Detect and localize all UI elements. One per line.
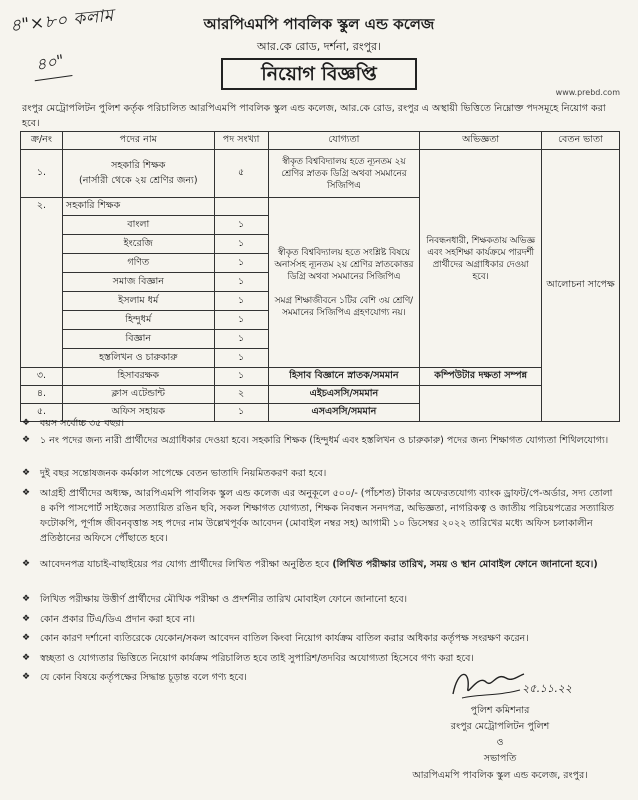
subject-name: হস্তলিখন ও চারুকারু xyxy=(62,349,214,368)
condition-item: ❖ যে কোন বিষয়ে কর্তৃপক্ষের সিদ্ধান্ত চূড়ান্ত বলে গণ্য হবে। xyxy=(22,672,247,683)
subject-count: ১ xyxy=(214,349,268,368)
subject-count: ১ xyxy=(214,235,268,254)
institution-address: আর.কে রোড, দর্শনা, রংপুর। xyxy=(256,40,382,53)
header-experience: অভিজ্ঞতা xyxy=(420,132,542,150)
row3-count: ১ xyxy=(214,368,268,386)
bullet-icon: ❖ xyxy=(22,488,31,498)
signatory-institution: আরপিএমপি পাবলিক স্কুল এন্ড কলেজ, রংপুর। xyxy=(412,770,588,781)
signatory-conjunction: ও xyxy=(496,737,504,748)
row2-serial: ২. xyxy=(21,198,63,368)
subject-count: ১ xyxy=(214,330,268,349)
subject-count: ১ xyxy=(214,254,268,273)
table-row xyxy=(21,386,620,404)
condition-5-text: আবেদনপত্র যাচাই-বাছাইয়ের পর যোগ্য প্রার্থীদের লিখিত পরীক্ষা অনুষ্ঠিত হবে xyxy=(40,559,330,570)
row2-qualification xyxy=(268,198,420,368)
institution-name: আরপিএমপি পাবলিক স্কুল এন্ড কলেজ xyxy=(203,15,435,33)
bullet-icon: ❖ xyxy=(22,418,31,428)
bullet-icon: ❖ xyxy=(22,435,31,445)
row2-count-blank xyxy=(214,198,268,216)
row5-qualification: এসএসসি/সমমান xyxy=(268,404,420,422)
subject-name: হিন্দুধর্ম xyxy=(62,311,214,330)
teacher-experience: নিবন্ধনধারী, শিক্ষকতায় অভিজ্ঞ এবং সহশিক্ষা কার্যক্রমে পারদর্শী প্রার্থীদের অগ্রাধিকার দেওয়া হবে। xyxy=(420,150,542,368)
row2-qualification-b: সমগ্র শিক্ষাজীবনে ১টির বেশি ৩য় শ্রেণি/সমমানের সিজিপিএ গ্রহণযোগ্য নয়। xyxy=(274,295,414,318)
header-count: পদ সংখ্যা xyxy=(214,132,268,150)
condition-item: ❖ ১ নং পদের জন্য নারী প্রার্থীদের অগ্রাধিকার দেওয়া হবে। সহকারি শিক্ষক (হিন্দুধর্ম এবং হস্তলিখন ও চারুকারু) পদের জন্য শিক্ষাগত যোগ্যতা শিথিলযোগ্য। xyxy=(22,435,609,446)
bullet-icon: ❖ xyxy=(22,594,31,604)
condition-item: ❖ আগ্রহী প্রার্থীদের অধ্যক্ষ, আরপিএমপি পাবলিক স্কুল এন্ড কলেজ এর অনুকূলে ৫০০/- (পাঁচশত) টাকার অফেরতযোগ্য ব্যাংক ড্রাফট/পে-অর্ডার, সদ্য তোলা ৪ কপি পাসপোর্ট সাইজের সত্যায়িত রঙিন ছবি, সকল শিক্ষাগত যোগ্যতা, শিক্ষক নিবন্ধন সনদপত্র, অভিজ্ঞতা, নাগরিকত্ব ও জাতীয় পরিচয়পত্রের সত্যায়িত ফটোকপি, পূর্ণাঙ্গ জীবনবৃত্তান্ত সহ পদের নাম উল্লেখপূর্বক আবেদন (মোবাইল নম্বর সহ) আগামী ১০ ডিসেম্বর ২০২২ তারিখের মধ্যে অফিস চলাকালীন প্রতিষ্ঠানের অফিসে পৌঁছাতে হবে। xyxy=(22,488,614,544)
condition-item: ❖ স্বচ্ছতা ও যোগ্যতার ভিত্তিতে নিয়োগ কার্যক্রম পরিচালিত হবে তাই সুপারিশ/তদবির অযোগ্যতা হিসেবে গণ্য করা হবে। xyxy=(22,653,474,664)
source-url: www.prebd.com xyxy=(555,88,620,97)
condition-item: ❖ দুই বছর সন্তোষজনক কর্মকাল সাপেক্ষে বেতন ভাতাদি নিয়মিতকরণ করা হবে। xyxy=(22,468,327,479)
row3-post: হিসাবরক্ষক xyxy=(62,368,214,386)
condition-item xyxy=(22,557,620,572)
subject-name: বাংলা xyxy=(62,216,214,235)
subject-count: ১ xyxy=(214,311,268,330)
bullet-icon: ❖ xyxy=(22,633,31,643)
row5-count: ১ xyxy=(214,404,268,422)
row4-count: ২ xyxy=(214,386,268,404)
subject-name: সমাজ বিজ্ঞান xyxy=(62,273,214,292)
subject-name: বিজ্ঞান xyxy=(62,330,214,349)
salary-cell: আলোচনা সাপেক্ষ xyxy=(542,150,620,422)
row1-post xyxy=(62,150,214,198)
row1-post-note: (নার্সারী থেকে ২য় শ্রেণির জন্য) xyxy=(79,174,198,186)
signatory-title: পুলিশ কমিশনার xyxy=(470,705,530,716)
handwritten-annotation-size: ৪০" xyxy=(34,48,66,79)
row3-experience: কম্পিউটার দক্ষতা সম্পন্ন xyxy=(420,368,542,386)
row1-count: ৫ xyxy=(214,150,268,198)
signature-scribble xyxy=(448,664,528,704)
subject-count: ১ xyxy=(214,216,268,235)
subject-count: ১ xyxy=(214,273,268,292)
vacancy-table xyxy=(20,131,620,422)
header-qualification: যোগ্যতা xyxy=(268,132,420,150)
signatory-organization: রংপুর মেট্রোপলিটন পুলিশ xyxy=(450,721,550,732)
intro-paragraph: রংপুর মেট্রোপলিটন পুলিশ কর্তৃক পরিচালিত আরপিএমপি পাবলিক স্কুল এন্ড কলেজ, আর.কে রোড, রংপুর এ অস্থায়ী ভিত্তিতে নিম্নোক্ত পদসমূহে নিয়োগ করা হবে। xyxy=(22,103,606,129)
header-salary: বেতন ভাতা xyxy=(542,132,620,150)
bullet-icon: ❖ xyxy=(22,468,31,478)
row1-qualification: স্বীকৃত বিশ্ববিদ্যালয় হতে ন্যূনতম ২য় শ্রেণির স্নাতক ডিগ্রি অথবা সমমানের সিজিপিএ xyxy=(268,150,420,198)
condition-item: ❖ কোন কারণ দর্শানো ব্যতিরেকে যেকোন/সকল আবেদন বাতিল কিংবা নিয়োগ কার্যক্রম বাতিল করার অধিকার কর্তৃপক্ষ সংরক্ষণ করেন। xyxy=(22,633,529,644)
subject-name: ইসলাম ধর্ম xyxy=(62,292,214,311)
condition-5-bold: (লিখিত পরীক্ষার তারিখ, সময় ও স্থান মোবাইল ফোনে জানানো হবে।) xyxy=(332,559,598,570)
row2-qualification-a: স্বীকৃত বিশ্ববিদ্যালয় হতে সংশ্লিষ্ট বিষয়ে অনার্সসহ ন্যূনতম ২য় শ্রেণির স্নাতকোত্তর ডিগ্রি অথবা সমমানের সিজিপিএ xyxy=(274,247,414,282)
bullet-icon: ❖ xyxy=(22,653,31,663)
row3-serial: ৩. xyxy=(21,368,63,386)
header-serial: ক্র/নং xyxy=(21,132,63,150)
handwritten-annotation: ৪"×৮০ কলাম xyxy=(9,5,115,37)
header-post: পদের নাম xyxy=(62,132,214,150)
signatory-role: সভাপতি xyxy=(483,753,517,764)
subject-count: ১ xyxy=(214,292,268,311)
signature-date: ২৫.১১.২২ xyxy=(522,682,572,695)
bullet-icon: ❖ xyxy=(22,559,31,569)
row4-qualification: এইচএসসি/সমমান xyxy=(268,386,420,404)
row4-serial: ৪. xyxy=(21,386,63,404)
bullet-icon: ❖ xyxy=(22,672,31,682)
table-header-row xyxy=(21,132,620,150)
table-row xyxy=(21,368,620,386)
subject-name: গণিত xyxy=(62,254,214,273)
bullet-icon: ❖ xyxy=(22,614,31,624)
table-row xyxy=(21,150,620,198)
row3-qualification: হিসাব বিজ্ঞানে স্নাতক/সমমান xyxy=(268,368,420,386)
row5-serial: ৫. xyxy=(21,404,63,422)
subject-name: ইংরেজি xyxy=(62,235,214,254)
condition-item: ❖ বয়স সর্বোচ্চ ৩৫ বছর। xyxy=(22,418,124,429)
condition-item: ❖ কোন প্রকার টিএ/ডিএ প্রদান করা হবে না। xyxy=(22,614,196,625)
row5-post: অফিস সহায়ক xyxy=(62,404,214,422)
condition-item: ❖ লিখিত পরীক্ষায় উত্তীর্ণ প্রার্থীদের মৌখিক পরীক্ষা ও প্রদর্শনীর তারিখ মোবাইল ফোনে জানানো হবে। xyxy=(22,594,408,605)
row1-post-name: সহকারি শিক্ষক xyxy=(111,159,166,171)
row1-serial: ১. xyxy=(21,150,63,198)
row2-post: সহকারি শিক্ষক xyxy=(62,198,214,216)
notice-title: নিয়োগ বিজ্ঞপ্তি xyxy=(221,58,417,90)
row4-post: ক্লাস এটেন্ডান্ট xyxy=(62,386,214,404)
